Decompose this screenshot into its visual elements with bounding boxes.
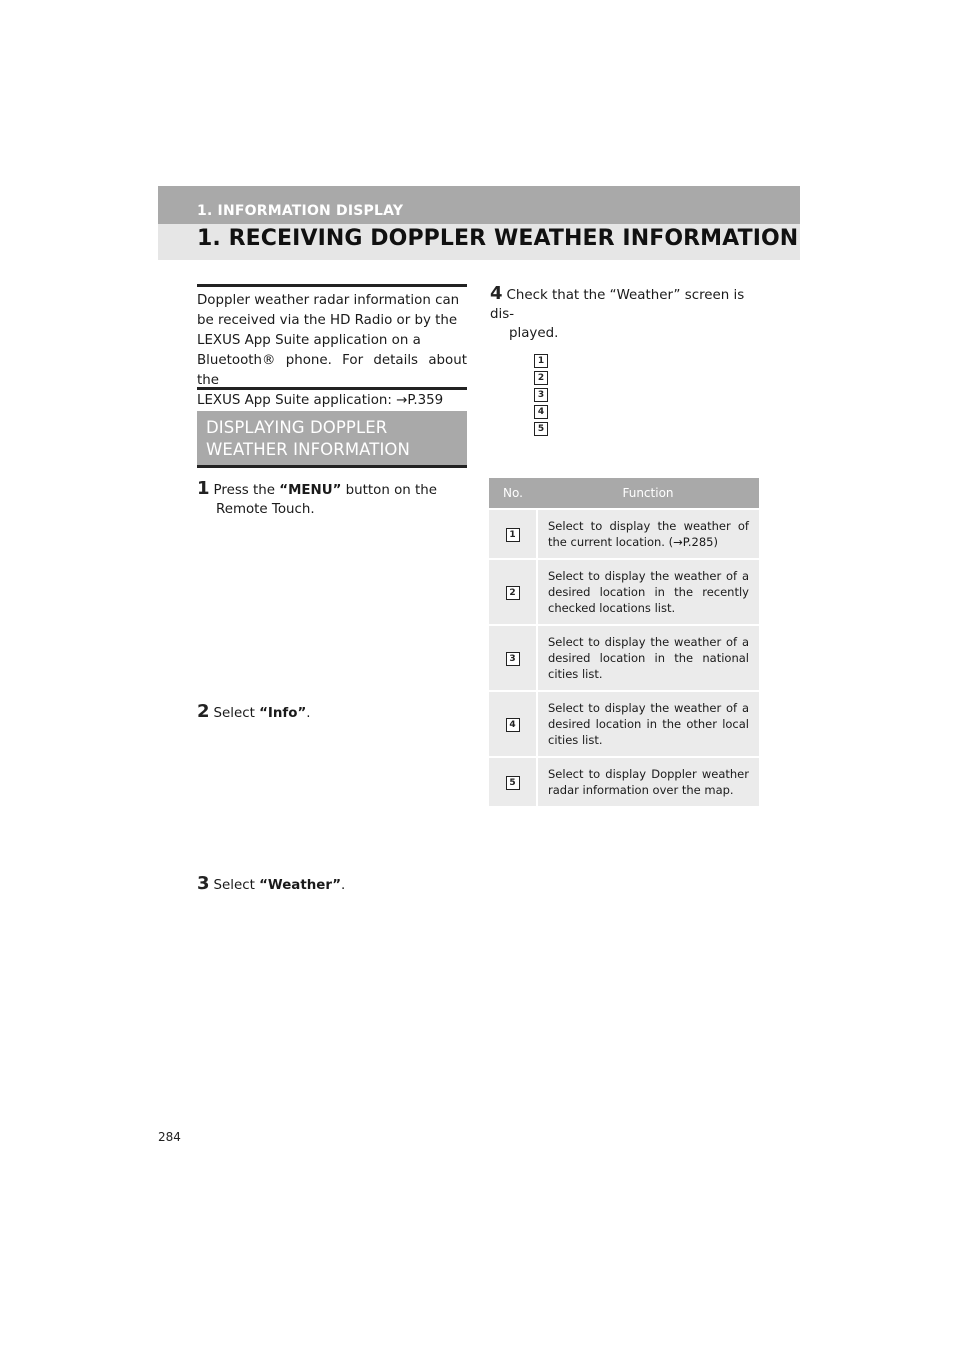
table-header-row xyxy=(489,478,759,509)
row-number: 4 xyxy=(506,718,520,732)
step-text: Select xyxy=(213,878,260,893)
step-text: played. xyxy=(509,326,559,341)
table-cell-no xyxy=(489,691,537,757)
subsection-heading xyxy=(197,411,467,468)
page-number: 284 xyxy=(158,1130,181,1144)
table-cell-no xyxy=(489,757,537,806)
step-text: Select xyxy=(213,706,260,721)
function-table xyxy=(489,478,759,806)
section-label: 1. INFORMATION DISPLAY xyxy=(197,203,404,219)
weather-button-label: “Weather” xyxy=(259,878,341,893)
row-number: 5 xyxy=(506,776,520,790)
step-text: Check that the “Weather” screen is dis- xyxy=(490,288,745,322)
subsection-heading-line-2: WEATHER INFORMATION xyxy=(206,440,410,459)
table-row xyxy=(489,625,759,691)
table-cell-function: Select to display the weather of a desired location in the recently checked locations list. xyxy=(537,559,759,625)
page-title: 1. RECEIVING DOPPLER WEATHER INFORMATION xyxy=(197,226,799,251)
step-text: . xyxy=(341,878,346,893)
intro-line-3: LEXUS App Suite application on a xyxy=(197,333,421,348)
intro-line-1: Doppler weather radar information can xyxy=(197,293,460,308)
row-number: 3 xyxy=(506,652,520,666)
table-cell-no xyxy=(489,559,537,625)
step-3 xyxy=(197,874,345,895)
step-4 xyxy=(490,284,760,343)
intro-line-4: Bluetooth® phone. For details about the xyxy=(197,353,467,388)
callout-number: 1 xyxy=(534,354,548,368)
step-text: Press the xyxy=(213,483,280,498)
table-cell-no xyxy=(489,509,537,559)
callout-number: 2 xyxy=(534,371,548,385)
callout-number: 3 xyxy=(534,388,548,402)
table-row xyxy=(489,691,759,757)
row-number: 1 xyxy=(506,528,520,542)
callout-number: 5 xyxy=(534,422,548,436)
table-cell-function: Select to display Doppler weather radar information over the map. xyxy=(537,757,759,806)
step-text: . xyxy=(306,706,311,721)
table-row xyxy=(489,509,759,559)
table-row xyxy=(489,559,759,625)
table-row xyxy=(489,757,759,806)
intro-line-2: be received via the HD Radio or by the xyxy=(197,313,458,328)
callout-number: 4 xyxy=(534,405,548,419)
column-header-function: Function xyxy=(537,478,759,509)
subsection-heading-line-1: DISPLAYING DOPPLER xyxy=(206,418,388,437)
step-text: button on the xyxy=(341,483,438,498)
table-cell-function: Select to display the weather of a desired location in the other local cities list. xyxy=(537,691,759,757)
step-number: 2 xyxy=(197,701,210,722)
intro-box xyxy=(197,284,467,408)
step-number: 4 xyxy=(490,283,503,304)
info-button-label: “Info” xyxy=(259,706,307,721)
row-number: 2 xyxy=(506,586,520,600)
column-header-no: No. xyxy=(489,478,537,509)
step-1 xyxy=(197,479,467,519)
callout-list xyxy=(534,354,548,439)
intro-line-5: LEXUS App Suite application: →P.359 xyxy=(197,393,444,408)
step-2 xyxy=(197,702,311,723)
step-number: 1 xyxy=(197,478,210,499)
table-cell-function: Select to display the weather of a desired location in the national cities list. xyxy=(537,625,759,691)
table-cell-no xyxy=(489,625,537,691)
step-text: Remote Touch. xyxy=(216,502,315,517)
menu-button-label: “MENU” xyxy=(279,483,342,498)
table-cell-function: Select to display the weather of the current location. (→P.285) xyxy=(537,509,759,559)
step-number: 3 xyxy=(197,873,210,894)
